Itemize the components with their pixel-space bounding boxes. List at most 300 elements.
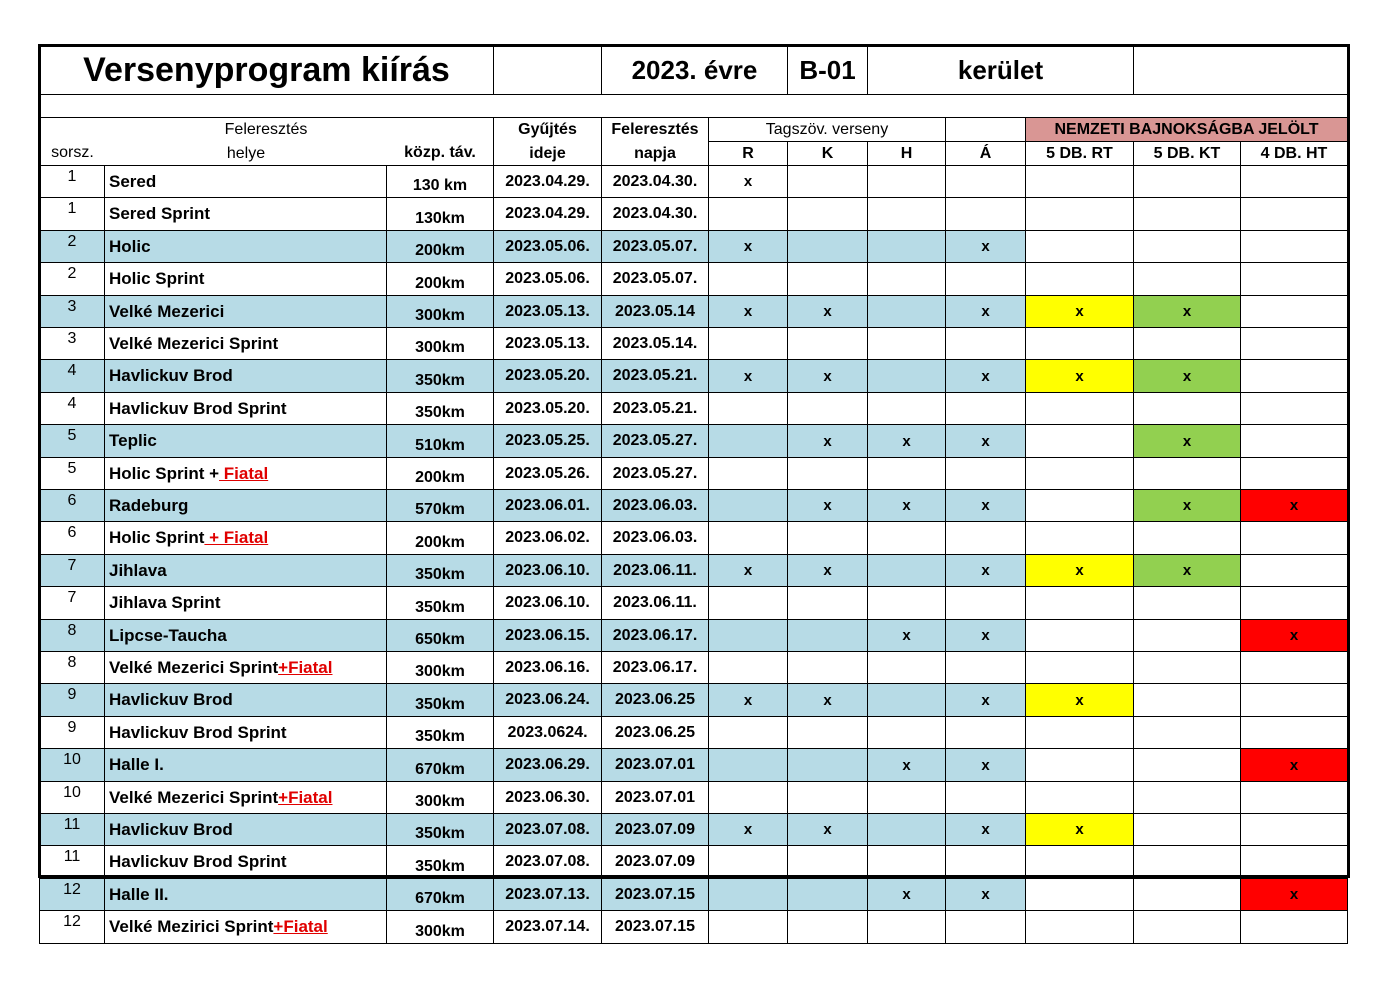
cell-dist: [387, 846, 494, 879]
value-k: x: [823, 367, 832, 385]
cell-a: [946, 166, 1026, 198]
cell-collect: [494, 458, 602, 490]
cell-ht: [1241, 522, 1348, 555]
cell-a: [946, 198, 1026, 231]
cell-ht: [1241, 231, 1348, 263]
value-a: x: [981, 497, 990, 514]
cell-k: [788, 782, 868, 814]
value-dist: 350km: [415, 728, 465, 745]
cell-rt: [1026, 814, 1134, 846]
cell-a: [946, 911, 1026, 944]
cell-place: [105, 198, 387, 231]
value-h: x: [902, 497, 911, 514]
cell-k: [788, 198, 868, 231]
cell-n: [39, 393, 105, 425]
cell-r: [709, 166, 788, 198]
cell-dist: [387, 458, 494, 490]
cell-ht: [1241, 393, 1348, 425]
value-kt: x: [1182, 562, 1192, 579]
col-place-header-top: Feleresztés: [224, 120, 308, 138]
title-blank-cell-right: [1134, 45, 1348, 95]
value-kt: x: [1182, 432, 1192, 450]
cell-rt: [1026, 231, 1134, 263]
cell-h: [868, 231, 946, 263]
cell-kt: [1134, 198, 1241, 231]
cell-a: [946, 425, 1026, 458]
cell-r: [709, 652, 788, 684]
cell-k: [788, 684, 868, 717]
value-k: x: [823, 432, 832, 450]
cell-dist: [387, 911, 494, 944]
value-dist: 200km: [415, 242, 465, 259]
value-release: 2023.07.09: [614, 853, 696, 870]
cell-n: [39, 166, 105, 198]
value-collect: 2023.05.20.: [505, 399, 590, 417]
value-dist: 570km: [415, 501, 465, 518]
fiatal-label: +Fiatal: [273, 917, 328, 936]
value-collect: 2023.05.26.: [505, 464, 590, 482]
value-release: 2023.05.07.: [612, 270, 698, 287]
value-ht: x: [1289, 756, 1299, 774]
value-a: x: [981, 756, 990, 774]
fiatal-label: +Fiatal: [278, 787, 333, 807]
cell-release: [602, 814, 709, 846]
cell-collect: [494, 717, 602, 749]
cell-dist: [387, 879, 494, 911]
cell-h: [868, 879, 946, 911]
value-n: 10: [63, 784, 81, 801]
cell-r: [709, 490, 788, 522]
value-r: x: [743, 367, 753, 385]
cell-release: [602, 198, 709, 231]
cell-h: [868, 263, 946, 296]
cell-h: [868, 166, 946, 198]
cell-dist: [387, 522, 494, 555]
cell-rt: [1026, 458, 1134, 490]
cell-collect: [494, 328, 602, 360]
value-dist: 300km: [415, 663, 465, 680]
cell-h: [868, 555, 946, 587]
value-k: x: [823, 497, 832, 514]
cell-dist: [387, 717, 494, 749]
cell-place: [105, 458, 387, 490]
cell-place: [105, 587, 387, 620]
value-collect: 2023.06.30.: [505, 788, 590, 806]
cell-dist: [387, 587, 494, 620]
cell-collect: [494, 684, 602, 717]
cell-h: [868, 458, 946, 490]
year-label: 2023. évre: [602, 45, 788, 95]
cell-a: [946, 814, 1026, 846]
place-name: Havlickuv Brod: [109, 690, 233, 709]
cell-rt: [1026, 328, 1134, 360]
cell-dist: [387, 684, 494, 717]
value-release: 2023.05.14.: [612, 334, 698, 352]
value-release: 2023.06.25: [614, 723, 696, 741]
cell-release: [602, 328, 709, 360]
value-dist: 200km: [415, 275, 465, 292]
cell-k: [788, 296, 868, 328]
cell-release: [602, 296, 709, 328]
cell-dist: [387, 620, 494, 652]
cell-kt: [1134, 620, 1241, 652]
cell-place: [105, 328, 387, 360]
cell-k: [788, 652, 868, 684]
cell-rt: [1026, 198, 1134, 231]
cell-kt: [1134, 879, 1241, 911]
cell-ht: [1241, 198, 1348, 231]
page-title: Versenyprogram kiírás: [39, 45, 494, 95]
value-dist: 350km: [415, 372, 465, 389]
value-n: 3: [67, 298, 77, 315]
cell-kt: [1134, 846, 1241, 879]
fiatal-label: +Fiatal: [278, 657, 333, 677]
fiatal-label: + Fiatal: [204, 528, 269, 547]
cell-collect: [494, 522, 602, 555]
value-a: x: [981, 821, 990, 838]
cell-rt: [1026, 393, 1134, 425]
cell-release: [602, 555, 709, 587]
cell-a: [946, 296, 1026, 328]
value-collect: 2023.06.01.: [505, 496, 590, 514]
cell-kt: [1134, 231, 1241, 263]
cell-rt: [1026, 846, 1134, 879]
cell-ht: [1241, 782, 1348, 814]
cell-rt: [1026, 425, 1134, 458]
value-release: 2023.07.09: [614, 820, 696, 838]
value-collect: 2023.05.25.: [505, 432, 590, 449]
cell-collect: [494, 814, 602, 846]
cell-collect: [494, 490, 602, 522]
cell-k: [788, 328, 868, 360]
value-dist: 300km: [415, 339, 465, 356]
cell-release: [602, 717, 709, 749]
cell-n: [39, 782, 105, 814]
cell-kt: [1134, 684, 1241, 717]
value-h: x: [902, 886, 911, 903]
cell-n: [39, 652, 105, 684]
place-name: Halle I.: [109, 755, 164, 774]
cell-rt: [1026, 911, 1134, 944]
cell-place: [105, 879, 387, 911]
cell-release: [602, 263, 709, 296]
cell-h: [868, 652, 946, 684]
place-name: Velké Mezirici Sprint: [109, 917, 274, 936]
value-a: x: [981, 627, 990, 644]
value-rt: x: [1075, 691, 1084, 709]
value-k: x: [823, 821, 832, 838]
cell-place: [105, 555, 387, 587]
cell-n: [39, 198, 105, 231]
place-name: Havlickuv Brod Sprint: [109, 722, 287, 742]
cell-a: [946, 846, 1026, 879]
cell-place: [105, 620, 387, 652]
cell-collect: [494, 555, 602, 587]
col-r-header: R: [709, 142, 788, 166]
cell-a: [946, 360, 1026, 393]
cell-h: [868, 749, 946, 782]
place-name: Velké Mezerici: [109, 301, 225, 321]
cell-kt: [1134, 263, 1241, 296]
value-collect: 2023.05.13.: [505, 334, 590, 352]
value-collect: 2023.0624.: [507, 723, 588, 741]
value-n: 7: [67, 589, 77, 606]
cell-dist: [387, 263, 494, 296]
cell-n: [39, 814, 105, 846]
value-collect: 2023.07.08.: [505, 853, 590, 870]
district-code: B-01: [788, 45, 868, 95]
value-rt: x: [1075, 303, 1084, 320]
cell-k: [788, 166, 868, 198]
value-a: x: [981, 367, 990, 385]
cell-dist: [387, 198, 494, 231]
value-a: x: [981, 432, 990, 450]
cell-k: [788, 490, 868, 522]
value-collect: 2023.07.08.: [505, 820, 590, 838]
cell-r: [709, 555, 788, 587]
cell-ht: [1241, 296, 1348, 328]
cell-rt: [1026, 490, 1134, 522]
cell-n: [39, 911, 105, 944]
value-release: 2023.05.14: [614, 302, 696, 320]
cell-kt: [1134, 328, 1241, 360]
cell-release: [602, 749, 709, 782]
cell-place: [105, 393, 387, 425]
value-release: 2023.04.30.: [612, 205, 698, 222]
cell-a: [946, 393, 1026, 425]
value-dist: 300km: [415, 307, 465, 324]
cell-collect: [494, 198, 602, 231]
cell-kt: [1134, 814, 1241, 846]
cell-rt: [1026, 879, 1134, 911]
cell-a: [946, 684, 1026, 717]
value-n: 5: [67, 460, 77, 477]
value-a: x: [981, 886, 990, 903]
cell-ht: [1241, 620, 1348, 652]
cell-ht: [1241, 684, 1348, 717]
col-release-header: [602, 118, 709, 166]
col-a-header: Á: [946, 142, 1026, 166]
value-release: 2023.07.15: [614, 918, 696, 935]
cell-rt: [1026, 620, 1134, 652]
cell-rt: [1026, 684, 1134, 717]
cell-kt: [1134, 522, 1241, 555]
value-release: 2023.04.30.: [612, 172, 698, 190]
cell-release: [602, 587, 709, 620]
cell-ht: [1241, 911, 1348, 944]
cell-n: [39, 231, 105, 263]
cell-kt: [1134, 652, 1241, 684]
cell-dist: [387, 393, 494, 425]
cell-a: [946, 490, 1026, 522]
value-n: 12: [63, 881, 81, 898]
value-kt: x: [1182, 303, 1192, 320]
cell-collect: [494, 620, 602, 652]
value-n: 9: [67, 686, 77, 703]
value-release: 2023.06.17.: [612, 658, 698, 676]
cell-k: [788, 620, 868, 652]
cell-r: [709, 814, 788, 846]
cell-kt: [1134, 166, 1241, 198]
value-n: 5: [67, 427, 77, 444]
value-collect: 2023.04.29.: [505, 172, 590, 190]
cell-h: [868, 717, 946, 749]
cell-place: [105, 814, 387, 846]
value-k: x: [823, 562, 832, 579]
cell-rt: [1026, 296, 1134, 328]
cell-n: [39, 490, 105, 522]
cell-place: [105, 652, 387, 684]
cell-r: [709, 393, 788, 425]
cell-kt: [1134, 555, 1241, 587]
col-collect-header: [494, 118, 602, 166]
cell-r: [709, 620, 788, 652]
cell-r: [709, 684, 788, 717]
cell-place: [105, 522, 387, 555]
cell-dist: [387, 231, 494, 263]
cell-rt: [1026, 782, 1134, 814]
cell-collect: [494, 846, 602, 879]
cell-h: [868, 620, 946, 652]
cell-h: [868, 425, 946, 458]
col-kt-header: 5 DB. KT: [1134, 142, 1241, 166]
cell-dist: [387, 328, 494, 360]
value-n: 2: [67, 233, 77, 250]
value-h: x: [902, 756, 911, 774]
value-collect: 2023.06.15.: [505, 626, 590, 644]
value-release: 2023.07.01: [614, 788, 696, 806]
value-release: 2023.06.03.: [612, 529, 698, 546]
col-h-header: H: [868, 142, 946, 166]
cell-ht: [1241, 555, 1348, 587]
cell-release: [602, 879, 709, 911]
cell-n: [39, 846, 105, 879]
col-dist-header: közp. táv.: [387, 118, 494, 166]
cell-kt: [1134, 296, 1241, 328]
cell-r: [709, 846, 788, 879]
cell-place: [105, 782, 387, 814]
cell-h: [868, 587, 946, 620]
value-ht: x: [1289, 497, 1299, 514]
cell-k: [788, 911, 868, 944]
col-release-header-top: Feleresztés: [611, 120, 699, 138]
cell-dist: [387, 814, 494, 846]
cell-ht: [1241, 490, 1348, 522]
place-name: Havlickuv Brod Sprint: [109, 852, 287, 871]
cell-place: [105, 684, 387, 717]
cell-release: [602, 522, 709, 555]
value-h: x: [902, 627, 911, 644]
cell-r: [709, 425, 788, 458]
cell-r: [709, 879, 788, 911]
fiatal-label: Fiatal: [219, 463, 269, 483]
cell-a: [946, 231, 1026, 263]
tagszov-header: Tagszöv. verseny: [709, 118, 946, 142]
cell-k: [788, 555, 868, 587]
cell-a: [946, 458, 1026, 490]
place-name: Holic Sprint: [109, 269, 205, 288]
value-n: 8: [67, 622, 77, 639]
cell-collect: [494, 911, 602, 944]
cell-h: [868, 684, 946, 717]
cell-k: [788, 587, 868, 620]
value-release: 2023.06.11.: [613, 594, 697, 611]
cell-h: [868, 522, 946, 555]
value-n: 7: [67, 557, 77, 574]
value-ht: x: [1289, 886, 1299, 903]
value-a: x: [981, 562, 990, 579]
value-dist: 200km: [415, 469, 465, 486]
cell-release: [602, 846, 709, 879]
cell-dist: [387, 652, 494, 684]
value-n: 4: [67, 362, 77, 379]
cell-place: [105, 490, 387, 522]
value-n: 6: [67, 492, 77, 509]
cell-h: [868, 393, 946, 425]
cell-n: [39, 263, 105, 296]
cell-dist: [387, 749, 494, 782]
value-n: 11: [63, 848, 81, 865]
value-n: 6: [67, 524, 77, 541]
cell-n: [39, 620, 105, 652]
value-dist: 300km: [415, 923, 465, 940]
value-r: x: [743, 303, 753, 320]
cell-ht: [1241, 587, 1348, 620]
col-k-header: K: [788, 142, 868, 166]
cell-a: [946, 620, 1026, 652]
cell-release: [602, 231, 709, 263]
value-dist: 130 km: [412, 177, 468, 194]
cell-rt: [1026, 263, 1134, 296]
value-release: 2023.05.07.: [612, 237, 698, 255]
value-rt: x: [1075, 821, 1084, 838]
cell-kt: [1134, 458, 1241, 490]
cell-place: [105, 296, 387, 328]
value-collect: 2023.07.14.: [505, 918, 590, 935]
cell-kt: [1134, 393, 1241, 425]
cell-r: [709, 198, 788, 231]
cell-ht: [1241, 717, 1348, 749]
title-blank-cell: [494, 45, 602, 95]
value-dist: 670km: [415, 761, 465, 778]
value-kt: x: [1182, 367, 1192, 385]
col-sorsz-header: sorsz.: [39, 118, 105, 166]
cell-a: [946, 587, 1026, 620]
place-name: Jihlava: [109, 560, 167, 580]
cell-rt: [1026, 360, 1134, 393]
value-n: 8: [67, 654, 77, 671]
value-n: 4: [67, 395, 77, 412]
value-n: 3: [67, 330, 77, 347]
cell-collect: [494, 749, 602, 782]
cell-h: [868, 846, 946, 879]
cell-a: [946, 652, 1026, 684]
cell-collect: [494, 425, 602, 458]
value-release: 2023.06.11.: [613, 561, 697, 579]
cell-release: [602, 782, 709, 814]
place-name: Velké Mezerici Sprint: [109, 657, 279, 677]
cell-place: [105, 166, 387, 198]
col-place-header-bottom: helye: [226, 144, 266, 162]
cell-k: [788, 749, 868, 782]
value-dist: 510km: [415, 437, 465, 454]
value-a: x: [981, 303, 990, 320]
cell-kt: [1134, 490, 1241, 522]
cell-ht: [1241, 879, 1348, 911]
cell-r: [709, 360, 788, 393]
value-release: 2023.06.03.: [612, 496, 698, 514]
cell-r: [709, 717, 788, 749]
